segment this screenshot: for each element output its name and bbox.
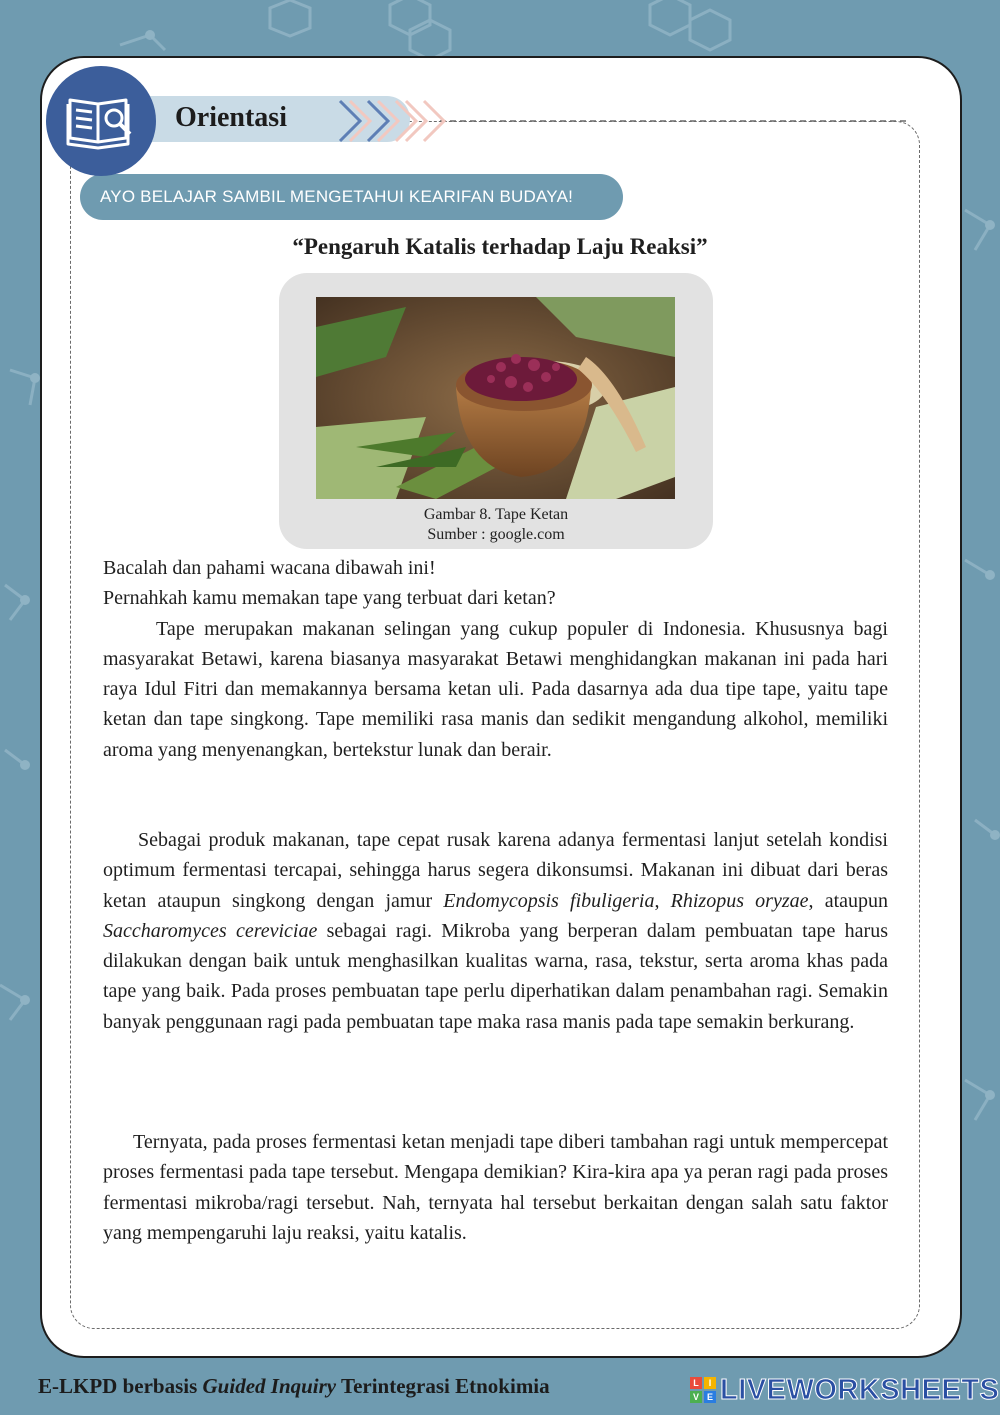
section-badge [46,66,156,176]
header-dashed-line [440,118,910,124]
logo-letter-e: E [704,1391,716,1403]
intro-line-1: Bacalah dan pahami wacana dibawah ini! [103,557,436,579]
figure-source: Sumber : google.com [427,526,565,543]
paragraph-2-text-a: Sebagai produk makanan, tape cepat rusak karena adanya fermentasi lanjut setelah kondisi optimum fermentasi tercapai, sehingga harus segera dikonsumsi. Makanan ini dibuat dari beras ketan ataupun singkong dengan jamur [103,829,888,912]
figure-caption: Gambar 8. Tape Ketan [423,506,569,523]
logo-letter-l: L [690,1377,702,1389]
paragraph-2 [103,825,888,1037]
liveworksheets-logo-icon [690,1377,716,1403]
subtitle-banner: AYO BELAJAR SAMBIL MENGETAHUI KEARIFAN BUDAYA! [80,174,623,220]
intro-line-2: Pernahkah kamu memakan tape yang terbuat dari ketan? [103,587,556,610]
species-rhizopus: Rhizopus oryzae [670,889,809,912]
liveworksheets-text: LIVEWORKSHEETS [720,1373,1000,1406]
section-title: Orientasi [175,102,287,133]
species-endomycopsis: Endomycopsis fibuligeria [443,889,655,912]
page-title: “Pengaruh Katalis terhadap Laju Reaksi” [292,234,708,259]
tape-ketan-photo [316,297,675,499]
footer-italic: Guided Inquiry [202,1374,337,1398]
logo-letter-v: V [690,1391,702,1403]
paragraph-3: Ternyata, pada proses fermentasi ketan menjadi tape diberi tambahan ragi untuk mempercepat proses fermentasi pada tape tersebut. Mengapa demikian? Kira-kira apa ya peran ragi pada proses fermentasi mikroba/ragi tersebut. Nah, ternyata hal tersebut berkaitan dengan salah satu faktor yang mempengaruhi laju reaksi, yaitu katalis. [103,1131,888,1244]
species-saccharomyces: Saccharomyces cereviciae [103,919,318,942]
logo-letter-i: I [704,1377,716,1389]
liveworksheets-watermark[interactable] [690,1372,999,1408]
footer-suffix: Terintegrasi Etnokimia [336,1374,550,1398]
paragraph-1: Tape merupakan makanan selingan yang cukup populer di Indonesia. Khususnya bagi masyarakat Betawi, karena biasanya masyarakat Betawi menghidangkan makanan ini pada hari raya Idul Fitri dan memakannya bersama ketan uli. Pada dasarnya ada dua tipe tape, yaitu tape ketan dan tape singkong. Tape memiliki rasa manis dan sedikit mengandung alkohol, memiliki aroma yang menyenangkan, bertekstur lunak dan berair. [103,617,888,761]
chevron-arrows-icon [336,99,456,143]
paragraph-2-text-b: sebagai ragi. Mikroba yang berperan dalam pembuatan tape harus dilakukan dengan baik untuk menghasilkan kualitas warna, rasa, tekstur, serta aroma khas pada tape yang baik. Pada proses pembuatan tape perlu diperhatikan dalam penambahan ragi. Semakin banyak penggunaan ragi pada pembuatan tape maka rasa manis pada tape semakin berkurang. [103,919,888,1033]
footer-prefix: E-LKPD berbasis [38,1374,203,1398]
book-search-icon [66,88,136,152]
footer-title [38,1374,550,1399]
intro-text [103,553,888,765]
paragraph-2-separator-2: , ataupun [808,889,889,912]
paragraph-2-separator-1: , [654,889,671,912]
